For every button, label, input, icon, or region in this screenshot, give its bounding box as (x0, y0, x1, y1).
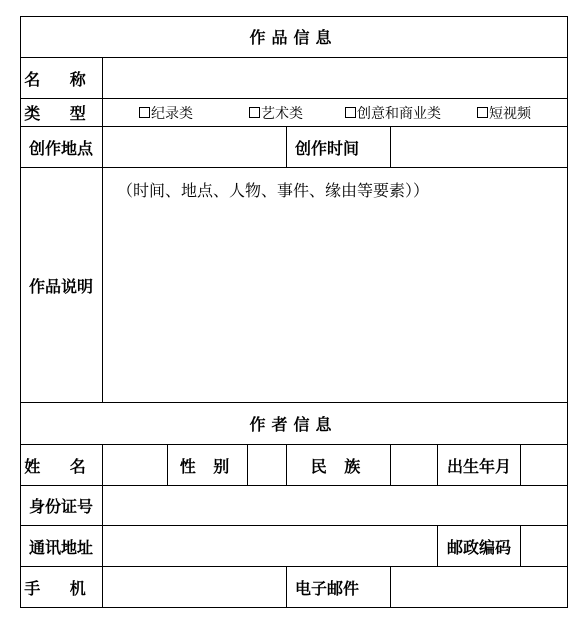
birth-label: 出生年月 (438, 445, 521, 486)
address-label: 通讯地址 (20, 526, 103, 567)
phone-field[interactable] (103, 567, 287, 608)
gender-field[interactable] (248, 445, 287, 486)
registration-form (20, 16, 568, 608)
time-field[interactable] (391, 127, 568, 168)
email-label: 电子邮件 (287, 567, 391, 608)
work-name-field[interactable] (103, 58, 568, 99)
type-option-label: 艺术类 (261, 105, 303, 122)
work-type-options (103, 99, 568, 127)
author-name-field[interactable] (103, 445, 168, 486)
author-name-label: 姓 名 (20, 445, 103, 486)
phone-label: 手 机 (20, 567, 103, 608)
gender-label: 性 别 (168, 445, 248, 486)
id-number-field[interactable] (103, 486, 568, 526)
email-field[interactable] (391, 567, 568, 608)
id-number-label: 身份证号 (20, 486, 103, 526)
type-option-label: 短视频 (489, 105, 531, 122)
description-hint: （时间、地点、人物、事件、缘由等要素）） (117, 181, 430, 200)
work-type-label: 类 型 (20, 99, 103, 127)
checkbox-icon[interactable] (139, 107, 150, 118)
checkbox-icon[interactable] (249, 107, 260, 118)
birth-field[interactable] (521, 445, 568, 486)
description-label: 作品说明 (20, 168, 103, 403)
description-field[interactable] (103, 168, 568, 403)
type-option-label: 创意和商业类 (357, 105, 441, 122)
author-info-header: 作者信息 (20, 403, 568, 445)
type-option-short-video[interactable] (477, 99, 531, 126)
ethnicity-label: 民 族 (287, 445, 391, 486)
type-option-documentary[interactable] (139, 99, 193, 126)
ethnicity-field[interactable] (391, 445, 438, 486)
address-field[interactable] (103, 526, 438, 567)
postcode-label: 邮政编码 (438, 526, 521, 567)
type-option-art[interactable] (249, 99, 303, 126)
checkbox-icon[interactable] (345, 107, 356, 118)
work-name-label: 名 称 (20, 58, 103, 99)
time-label: 创作时间 (287, 127, 391, 168)
work-info-header: 作品信息 (20, 16, 568, 58)
postcode-field[interactable] (521, 526, 568, 567)
type-option-creative-commercial[interactable] (345, 99, 441, 126)
type-option-label: 纪录类 (151, 105, 193, 122)
location-label: 创作地点 (20, 127, 103, 168)
location-field[interactable] (103, 127, 287, 168)
checkbox-icon[interactable] (477, 107, 488, 118)
